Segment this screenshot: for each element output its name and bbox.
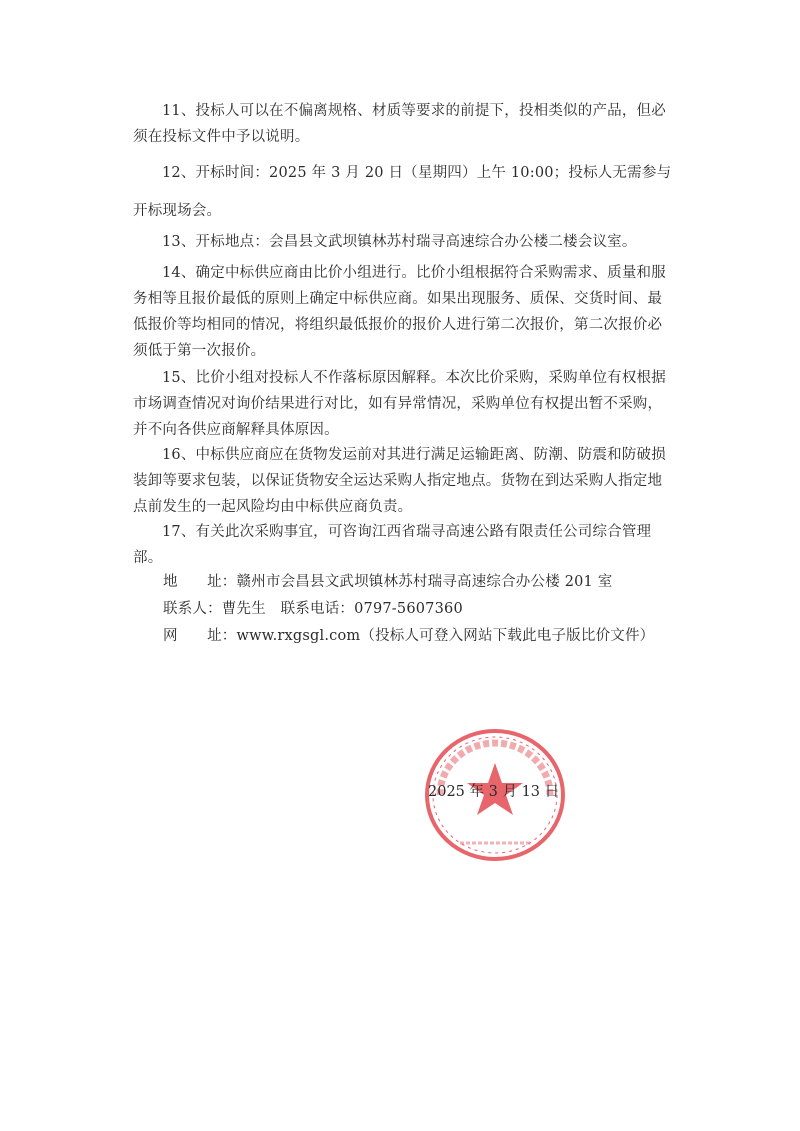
clause-14: 14、确定中标供应商由比价小组进行。比价小组根据符合采购需求、质量和服务相等且报价最低的原则上确定中标供应商。如果出现服务、质保、交货时间、最低报价等均相同的情况，将组织最低报价的报价人进行第二次报价，第二次报价必须低于第一次报价。 [133,265,666,359]
clause-15: 15、比价小组对投标人不作落标原因解释。本次比价采购，采购单位有权根据市场调查情况对询价结果进行对比，如有异常情况，采购单位有权提出暂不采购，并不向各供应商解释具体原因。 [133,370,666,438]
clause-16: 16、中标供应商应在货物发运前对其进行满足运输距离、防潮、防震和防破损装卸等要求包装，以保证货物安全运达采购人指定地点。货物在到达采购人指定地点前发生的一起风险均由中标供应商负责。 [133,447,666,515]
contact-address: 地 址：赣州市会昌县文武坝镇林苏村瑞寻高速综合办公楼 201 室 [163,574,613,590]
clause-11: 11、投标人可以在不偏离规格、材质等要求的前提下，投相类似的产品，但必须在投标文件中予以说明。 [133,103,666,145]
issue-date: 2025 年 3 月 13 日 [428,784,560,800]
clause-17: 17、有关此次采购事宜，可咨询江西省瑞寻高速公路有限责任公司综合管理部。 [133,524,652,566]
contact-person: 联系人：曹先生 联系电话：0797-5607360 [163,601,463,617]
contact-website: 网 址：www.rxgsgl.com（投标人可登入网站下载此电子版比价文件） [163,628,655,644]
clause-12: 12、开标时间：2025 年 3 月 20 日（星期四）上午 10:00；投标人无需参与开标现场会。 [133,165,672,219]
clause-13: 13、开标地点：会昌县文武坝镇林苏村瑞寻高速综合办公楼二楼会议室。 [162,234,637,250]
